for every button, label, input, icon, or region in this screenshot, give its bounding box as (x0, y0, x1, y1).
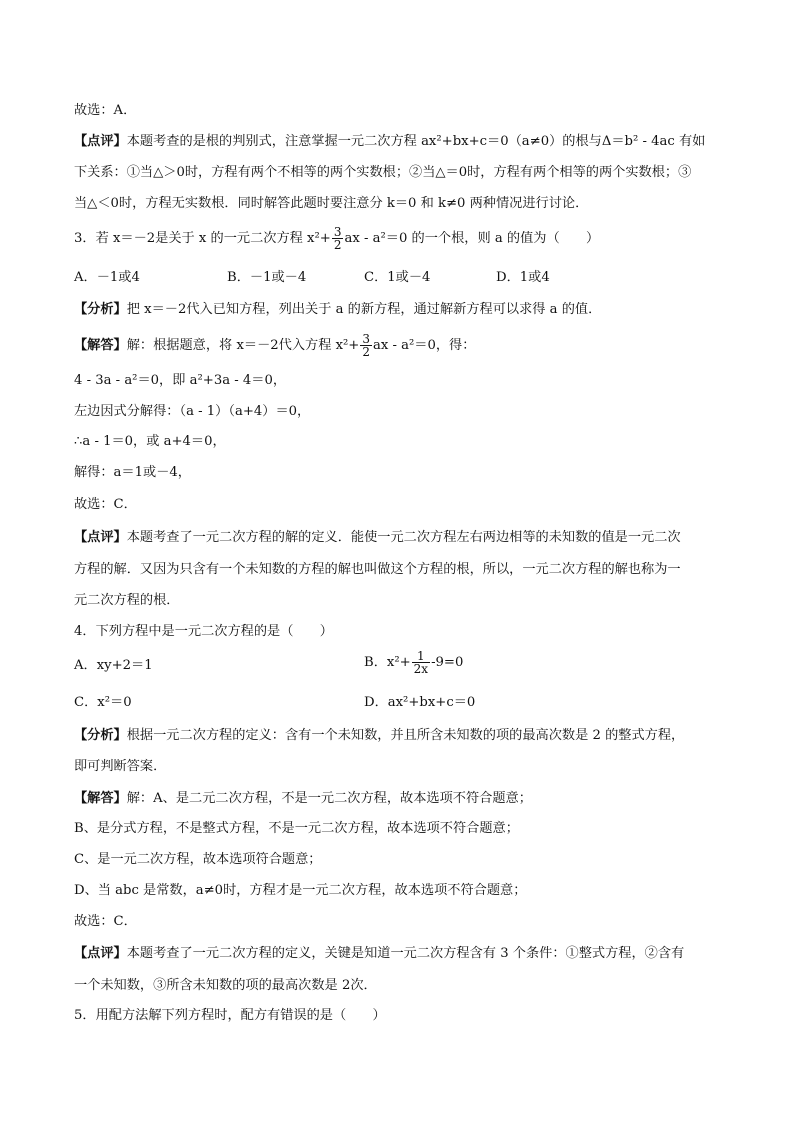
fraction-denominator: 2 (333, 238, 342, 252)
solution-4-line-4: D、当 abc 是常数，a≠0时，方程才是一元二次方程，故本选项不符合题意； (74, 883, 527, 898)
fraction (360, 333, 372, 358)
analysis-tag: 【分析】 (74, 302, 127, 317)
solution-tag: 【解答】 (74, 338, 127, 353)
fraction-denominator: 2 (362, 345, 370, 359)
question-5: 5．用配方法解下列方程时，配方有错误的是（ ） (74, 1008, 386, 1023)
q4-option-b-text-a: B．x²+ (364, 655, 411, 670)
solution-3-line-4: ∴a - 1＝0，或 a+4＝0， (74, 434, 226, 449)
analysis-3 (74, 300, 601, 320)
fraction-denominator: 2x (413, 662, 429, 676)
comment-4-line-2: 一个未知数，③所含未知数的项的最高次数是 2次． (74, 978, 377, 993)
answer-choice-line: 故选：A． (74, 103, 137, 118)
question-4: 4．下列方程中是一元二次方程的是（ ） (74, 624, 333, 639)
analysis-text: 根据一元二次方程的定义：含有一个未知数，并且所含未知数的项的最高次数是 2 的整式方程， (126, 728, 685, 743)
q4-option-b (364, 650, 463, 675)
analysis-tag: 【分析】 (74, 728, 127, 743)
q3-option-c: C．1或－4 (364, 270, 431, 285)
analysis-4-line-1 (74, 726, 684, 746)
q4-option-c: C．x²＝0 (74, 695, 132, 710)
fraction (332, 226, 344, 251)
analysis-4-line-2: 即可判断答案． (74, 759, 167, 774)
q3-option-b: B．－1或－4 (227, 270, 307, 285)
solution-4-line-3: C、是一元二次方程，故本选项符合题意； (74, 852, 322, 867)
solution-3-line-2: 4 - 3a - a²＝0，即 a²+3a - 4＝0， (74, 373, 287, 388)
q3-option-d: D．1或4 (496, 270, 550, 285)
solution-3-line-1 (74, 333, 475, 358)
fraction-numerator: 3 (333, 225, 342, 239)
analysis-text: 把 x＝－2代入已知方程，列出关于 a 的新方程，通过解新方程可以求得 a 的值． (126, 302, 602, 317)
question-3 (74, 226, 599, 251)
comment-3-line-1 (74, 528, 681, 548)
q4-option-d: D．ax²+bx+c＝0 (364, 695, 476, 710)
q4-option-b-text-b: -9=0 (431, 655, 464, 670)
comment-line-3: 当△＜0时，方程无实数根．同时解答此题时要注意分 k＝0 和 k≠0 两种情况进行讨论． (74, 196, 589, 211)
solution-4-line-5: 故选：C． (74, 914, 137, 929)
solution-4-line-1 (74, 789, 532, 809)
fraction-numerator: 3 (362, 332, 370, 346)
fraction-numerator: 1 (417, 649, 425, 663)
comment-3-line-3: 元二次方程的根． (74, 593, 180, 608)
comment-3-line-2: 方程的解．又因为只含有一个未知数的方程的解也叫做这个方程的根，所以，一元二次方程的解也称为一 (74, 562, 681, 577)
solution-text-a: 解：根据题意，将 x＝－2代入方程 x²+ (126, 338, 360, 353)
comment-tag: 【点评】 (74, 134, 127, 149)
fraction (412, 650, 430, 675)
solution-4-line-2: B、是分式方程，不是整式方程，不是一元二次方程，故本选项不符合题意； (74, 821, 519, 836)
comment-tag: 【点评】 (74, 530, 127, 545)
q3-option-a: A．－1或4 (74, 270, 140, 285)
solution-text-b: ax - a²＝0，得： (373, 338, 476, 353)
solution-tag: 【解答】 (74, 791, 127, 806)
q4-option-a: A．xy+2＝1 (74, 658, 153, 673)
comment-text: 本题考查了一元二次方程的解的定义．能使一元二次方程左右两边相等的未知数的值是一元二次 (126, 530, 681, 545)
comment-line-1 (74, 132, 705, 152)
solution-3-line-6: 故选：C． (74, 497, 137, 512)
comment-tag: 【点评】 (74, 946, 127, 961)
comment-text: 本题考查的是根的判别式，注意掌握一元二次方程 ax²+bx+c＝0（a≠0）的根与Δ＝b² - 4ac 有如 (126, 134, 706, 149)
solution-text: 解：A、是二元二次方程，不是一元二次方程，故本选项不符合题意； (126, 791, 532, 806)
question-3-text-a: 3．若 x＝－2是关于 x 的一元二次方程 x²+ (74, 231, 331, 246)
solution-3-line-5: 解得：a＝1或－4， (74, 465, 191, 480)
question-3-text-b: ax - a²＝0 的一个根，则 a 的值为（ ） (344, 231, 600, 246)
comment-line-2: 下关系：①当△＞0时，方程有两个不相等的两个实数根；②当△＝0时，方程有两个相等的两个实数根；③ (74, 165, 692, 180)
comment-text: 本题考查了一元二次方程的定义，关键是知道一元二次方程含有 3 个条件：①整式方程，②含有 (126, 946, 685, 961)
solution-3-line-3: 左边因式分解得：（a - 1）（a+4）＝0， (74, 404, 311, 419)
comment-4-line-1 (74, 944, 684, 964)
